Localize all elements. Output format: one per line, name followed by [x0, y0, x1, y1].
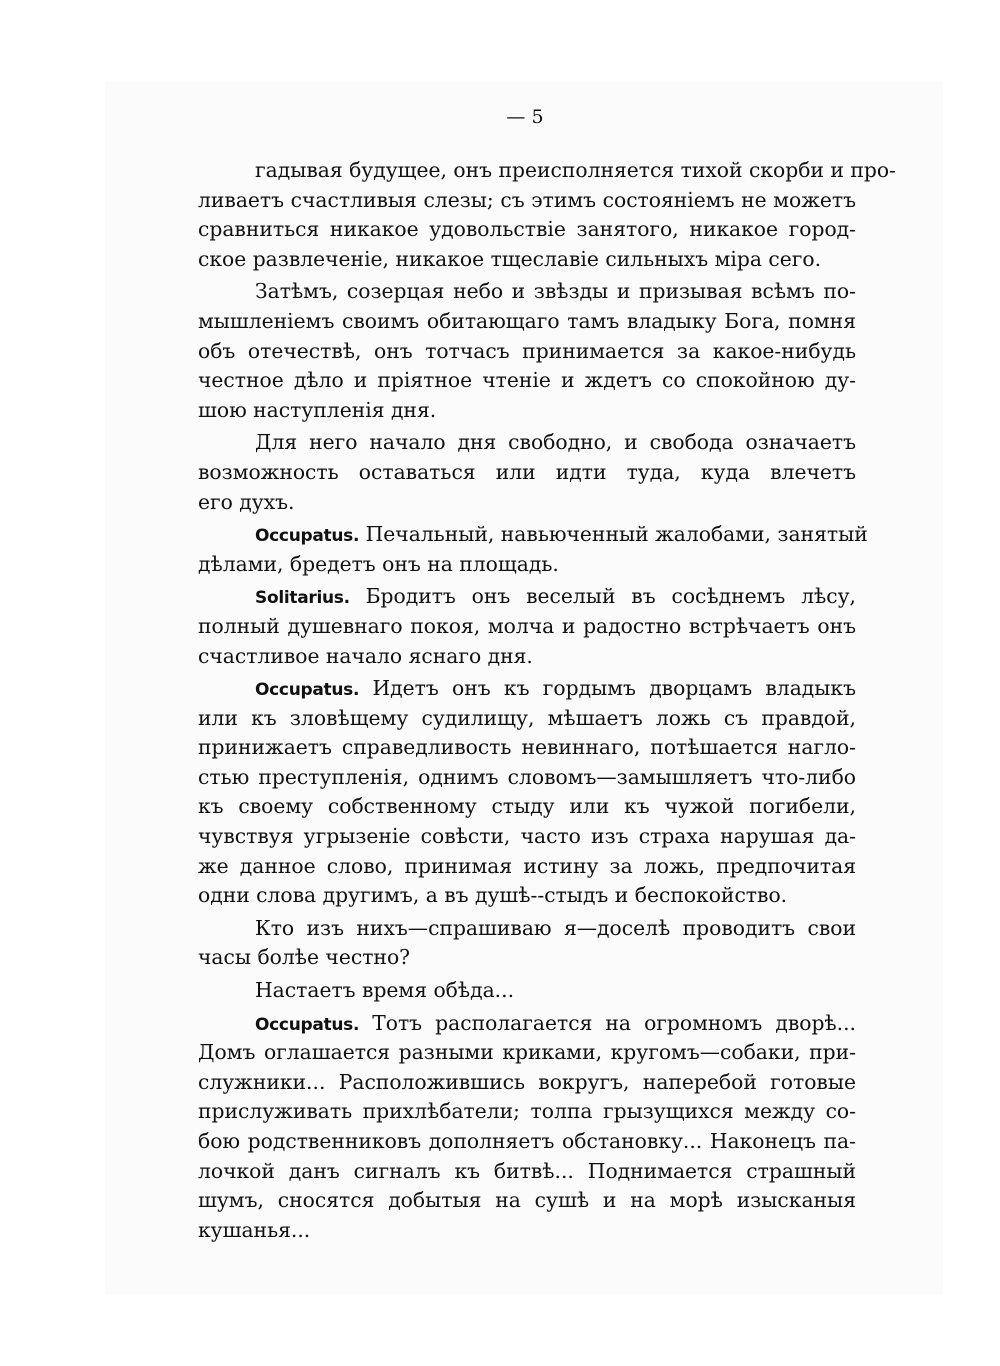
line-text: стью преступленія, однимъ словомъ—замышляетъ что-либо — [198, 764, 856, 789]
line-text: ливаетъ счастливыя слезы; съ этимъ состояніемъ не можетъ — [198, 187, 856, 212]
speaker-name: Occupatus. — [255, 526, 360, 547]
line-text: гадывая будущее, онъ преисполняется тихой скорби и про- — [255, 158, 896, 182]
line-text: служники... Расположившись вокругъ, наперебой готовые — [198, 1069, 856, 1094]
page-number: — 5 — [506, 106, 544, 128]
line-text: дѣлами, бредетъ онъ на площадь. — [198, 551, 559, 576]
line-text: къ своему собственному стыду или къ чужой погибели, — [198, 794, 856, 819]
text-line — [198, 1038, 856, 1068]
line-text: его духъ. — [198, 489, 295, 514]
paragraph — [198, 582, 856, 671]
line-text: одни слова другимъ, а въ душѣ--стыдъ и беспокойство. — [198, 883, 788, 908]
line-text: Бродитъ онъ веселый въ сосѣднемъ лѣсу, — [365, 584, 856, 609]
text-line — [198, 488, 856, 518]
line-text: прислуживать прихлѣбатели; толпа грызущихся между со- — [198, 1099, 856, 1124]
line-text: чувствуя угрызеніе совѣсти, часто изъ страха нарушая да- — [198, 824, 856, 849]
line-text: шою наступленія дня. — [198, 397, 437, 422]
text-line — [198, 612, 856, 642]
text-line — [198, 215, 856, 245]
line-text: часы болѣе честно? — [198, 945, 411, 970]
line-text: честное дѣло и пріятное чтеніе и ждетъ со спокойною ду- — [198, 368, 856, 393]
paragraph — [198, 674, 856, 911]
line-text: бою родственниковъ дополняетъ обстановку... Наконецъ па- — [198, 1129, 856, 1153]
line-text: принижаетъ справедливость невиннаго, потѣшается нагло- — [198, 735, 856, 760]
line-text: счастливое начало яснаго дня. — [198, 643, 533, 668]
line-text: Идетъ онъ къ гордымъ дворцамъ владыкъ — [372, 676, 856, 701]
line-text: объ отечествѣ, онъ тотчасъ принимается за какое-нибудь — [198, 338, 856, 363]
line-text: кушанья... — [198, 1217, 311, 1242]
text-line — [198, 881, 856, 911]
line-text: же данное слово, принимая истину за ложь, предпочитая — [198, 853, 856, 878]
text-line — [198, 1097, 856, 1127]
line-text: Домъ оглашается разными криками, кругомъ—собаки, при- — [198, 1040, 856, 1065]
text-line — [198, 914, 856, 944]
text-line — [198, 704, 856, 734]
line-text: шумъ, сносятся добытыя на сушѣ и на морѣ изысканыя — [198, 1188, 856, 1213]
page-body — [198, 156, 896, 1245]
text-line — [198, 674, 856, 704]
text-line — [198, 822, 856, 852]
text-line — [198, 763, 856, 793]
text-line — [198, 245, 856, 275]
line-text: Тотъ располагается на огромномъ дворѣ... — [372, 1010, 856, 1035]
line-text: или къ зловѣщему судилищу, мѣшаетъ ложь съ правдой, — [198, 705, 856, 730]
paragraph — [198, 520, 868, 579]
text-line — [198, 733, 856, 763]
line-text: Печальный, навьюченный жалобами, занятый — [365, 522, 868, 547]
text-line — [198, 428, 856, 458]
speaker-name: Solitarius. — [255, 588, 350, 609]
text-line — [198, 1186, 856, 1216]
speaker-name: Occupatus. — [255, 1014, 360, 1035]
line-text: полный душевнаго покоя, молча и радостно встрѣчаетъ онъ — [198, 613, 856, 638]
text-line — [198, 366, 856, 396]
text-line — [198, 550, 856, 580]
text-line — [198, 1127, 856, 1157]
line-text: Затѣмъ, созерцая небо и звѣзды и призывая всѣмъ по- — [255, 279, 856, 304]
speaker-name: Occupatus. — [255, 680, 360, 701]
text-line — [198, 396, 856, 426]
line-text: возможность оставаться или идти туда, куда влечетъ — [198, 459, 856, 484]
text-line — [198, 337, 856, 367]
paragraph — [198, 428, 856, 517]
line-text: сравниться никакое удовольствіе занятого, никакое город- — [198, 217, 856, 242]
text-line — [198, 186, 856, 216]
text-line — [198, 1009, 856, 1039]
paragraph — [198, 156, 896, 274]
text-line — [198, 1068, 856, 1098]
text-line — [198, 976, 856, 1006]
line-text: Для него начало дня свободно, и свобода означаетъ — [255, 430, 856, 455]
text-line — [198, 277, 856, 307]
text-line — [198, 458, 856, 488]
text-line — [198, 943, 856, 973]
text-line — [198, 156, 896, 186]
text-line — [198, 1157, 856, 1187]
text-line — [198, 1216, 856, 1246]
text-line — [198, 642, 856, 672]
paragraph — [198, 277, 856, 425]
line-text: Настаетъ время обѣда... — [255, 978, 515, 1003]
text-line — [198, 792, 856, 822]
line-text: Кто изъ нихъ—спрашиваю я—доселѣ проводитъ свои — [255, 915, 856, 940]
line-text: ское развлеченіе, никакое тщеславіе сильныхъ міра сего. — [198, 246, 822, 271]
paragraph — [198, 976, 856, 1006]
paragraph — [198, 914, 856, 973]
text-line — [198, 520, 868, 550]
text-line — [198, 307, 856, 337]
text-line — [198, 582, 856, 612]
line-text: лочкой данъ сигналъ къ битвѣ... Поднимается страшный — [198, 1158, 856, 1183]
paragraph — [198, 1009, 856, 1246]
line-text: мышленіемъ своимъ обитающаго тамъ владыку Бога, помня — [198, 308, 856, 333]
text-line — [198, 852, 856, 882]
